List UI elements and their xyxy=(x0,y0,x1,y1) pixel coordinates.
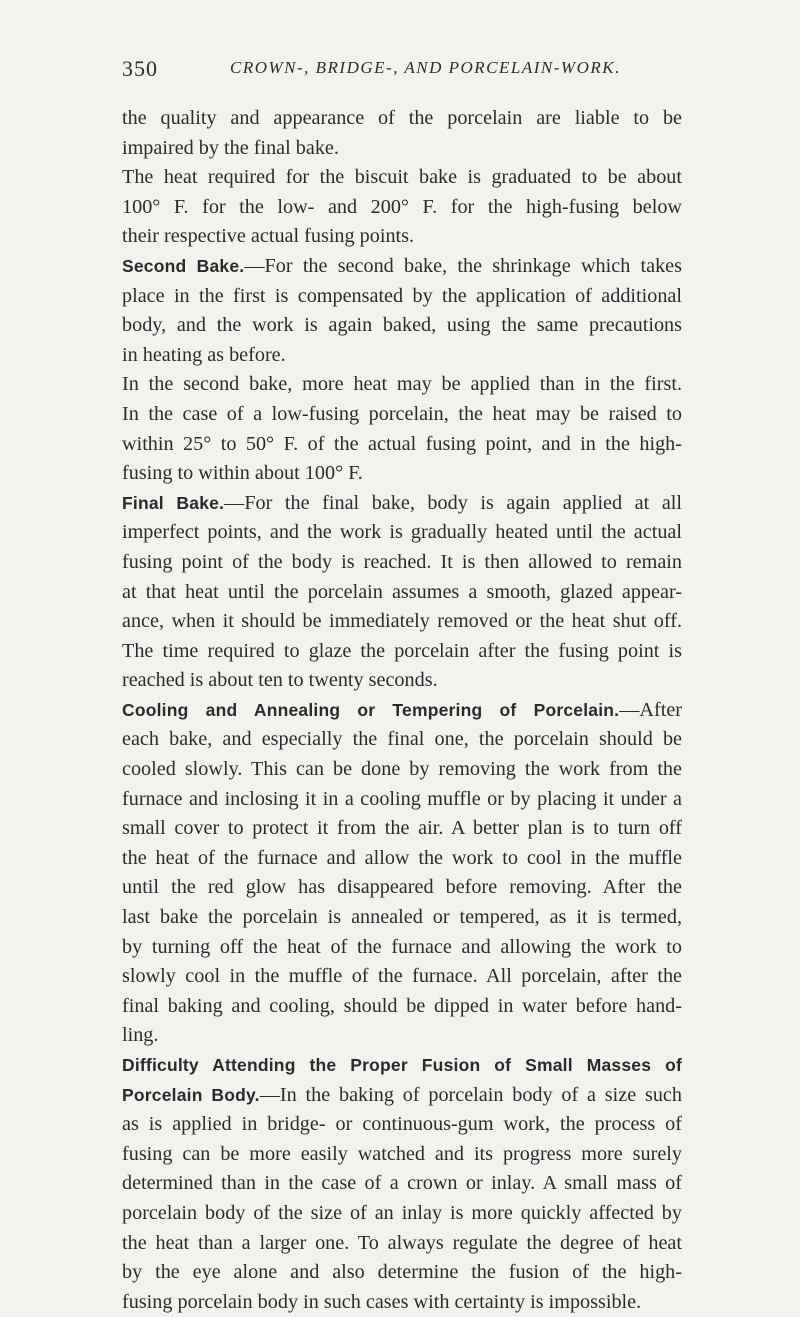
text-line xyxy=(122,1081,682,1111)
text-line xyxy=(122,1051,682,1081)
text-line xyxy=(122,430,682,460)
line-text: fusing porcelain body in such cases with certainty is impossible. xyxy=(122,1290,642,1313)
line-text: In the second bake, more heat may be applied than in the first. xyxy=(122,373,682,396)
text-line xyxy=(122,755,682,785)
line-text: the heat of the furnace and allow the work to cool in the muffle xyxy=(122,846,682,869)
line-text: reached is about ten to twenty seconds. xyxy=(122,669,438,692)
text-line xyxy=(122,163,682,193)
line-text: place in the first is compensated by the application of additional xyxy=(122,284,682,307)
text-line xyxy=(122,518,682,548)
text-line xyxy=(122,1021,682,1051)
text-line xyxy=(122,1258,682,1288)
section-heading: Cooling and Annealing or Tempering of Porcelain. xyxy=(122,699,620,720)
text-line xyxy=(122,134,682,164)
text-line xyxy=(122,962,682,992)
text-line xyxy=(122,844,682,874)
text-line xyxy=(122,1110,682,1140)
line-text: fusing to within about 100° F. xyxy=(122,462,363,485)
text-line xyxy=(122,903,682,933)
text-line xyxy=(122,1199,682,1229)
line-text: their respective actual fusing points. xyxy=(122,225,415,248)
text-line xyxy=(122,193,682,223)
line-text: determined than in the case of a crown or inlay. A small mass of xyxy=(122,1172,682,1195)
text-line xyxy=(122,814,682,844)
text-line xyxy=(122,992,682,1022)
line-text: by the eye alone and also determine the fusion of the high- xyxy=(122,1261,682,1284)
line-text: the quality and appearance of the porcelain are liable to be xyxy=(122,107,682,129)
text-line xyxy=(122,548,682,578)
line-text: —For the second bake, the shrinkage which takes xyxy=(244,254,682,277)
line-text: ling. xyxy=(122,1024,159,1047)
text-line xyxy=(122,637,682,667)
section-heading: Difficulty Attending the Proper Fusion of Small Masses of xyxy=(122,1055,682,1075)
text-line xyxy=(122,252,682,282)
line-text: —After xyxy=(619,698,682,721)
line-text: ance, when it should be immediately removed or the heat shut off. xyxy=(122,610,682,633)
line-text: The heat required for the biscuit bake is graduated to be about xyxy=(122,166,682,189)
line-text: —In the baking of porcelain body of a size such xyxy=(259,1083,682,1106)
line-text: impaired by the final bake. xyxy=(122,136,339,159)
line-text: within 25° to 50° F. of the actual fusing point, and in the high- xyxy=(122,432,682,455)
line-text: the heat than a larger one. To always regulate the degree of heat xyxy=(122,1231,682,1254)
line-text: fusing can be more easily watched and its progress more surely xyxy=(122,1142,682,1165)
text-line xyxy=(122,933,682,963)
line-text: cooled slowly. This can be done by removing the work from the xyxy=(122,758,682,781)
line-text: last bake the porcelain is annealed or tempered, as it is termed, xyxy=(122,906,682,929)
text-line xyxy=(122,1140,682,1170)
line-text: slowly cool in the muffle of the furnace. All porcelain, after the xyxy=(122,965,682,988)
line-text: final baking and cooling, should be dipped in water before hand- xyxy=(122,994,682,1017)
line-text: until the red glow has disappeared before removing. After the xyxy=(122,876,682,899)
text-line xyxy=(122,282,682,312)
body-text xyxy=(122,104,682,1317)
text-line xyxy=(122,311,682,341)
line-text: The time required to glaze the porcelain after the fusing point is xyxy=(122,639,682,662)
line-text: imperfect points, and the work is gradually heated until the actual xyxy=(122,521,682,544)
line-text: as is applied in bridge- or continuous-gum work, the process of xyxy=(122,1113,682,1136)
line-text: small cover to protect it from the air. A better plan is to turn off xyxy=(122,817,682,840)
line-text: porcelain body of the size of an inlay is more quickly affected by xyxy=(122,1201,682,1224)
text-line xyxy=(122,1288,682,1317)
text-line xyxy=(122,459,682,489)
page-number: 350 xyxy=(122,56,158,81)
line-text: fusing point of the body is reached. It is then allowed to remain xyxy=(122,550,682,573)
text-line xyxy=(122,370,682,400)
line-text: body, and the work is again baked, using the same precautions xyxy=(122,314,682,337)
running-head: CROWN-, BRIDGE-, AND PORCELAIN-WORK. xyxy=(230,58,621,77)
text-line xyxy=(122,607,682,637)
text-line xyxy=(122,400,682,430)
section-heading: Second Bake. xyxy=(122,255,245,276)
text-line xyxy=(122,341,682,371)
text-line xyxy=(122,725,682,755)
line-text: In the case of a low-fusing porcelain, the heat may be raised to xyxy=(122,402,682,425)
line-text: 100° F. for the low- and 200° F. for the high-fusing below xyxy=(122,195,682,218)
text-line xyxy=(122,785,682,815)
section-heading: Final Bake. xyxy=(122,492,225,513)
section-heading: Porcelain Body. xyxy=(122,1084,260,1105)
page-header xyxy=(122,56,682,86)
text-line xyxy=(122,104,682,134)
line-text: by turning off the heat of the furnace and allowing the work to xyxy=(122,935,682,958)
text-line xyxy=(122,696,682,726)
text-line xyxy=(122,578,682,608)
line-text: in heating as before. xyxy=(122,343,286,366)
text-line xyxy=(122,489,682,519)
text-line xyxy=(122,1169,682,1199)
line-text: each bake, and especially the final one, the porcelain should be xyxy=(122,728,682,751)
line-text: at that heat until the porcelain assumes a smooth, glazed appear- xyxy=(122,580,682,603)
text-line xyxy=(122,666,682,696)
line-text: furnace and inclosing it in a cooling muffle or by placing it under a xyxy=(122,787,682,810)
text-line xyxy=(122,1229,682,1259)
text-line xyxy=(122,222,682,252)
line-text: —For the final bake, body is again applied at all xyxy=(224,491,682,514)
text-line xyxy=(122,873,682,903)
